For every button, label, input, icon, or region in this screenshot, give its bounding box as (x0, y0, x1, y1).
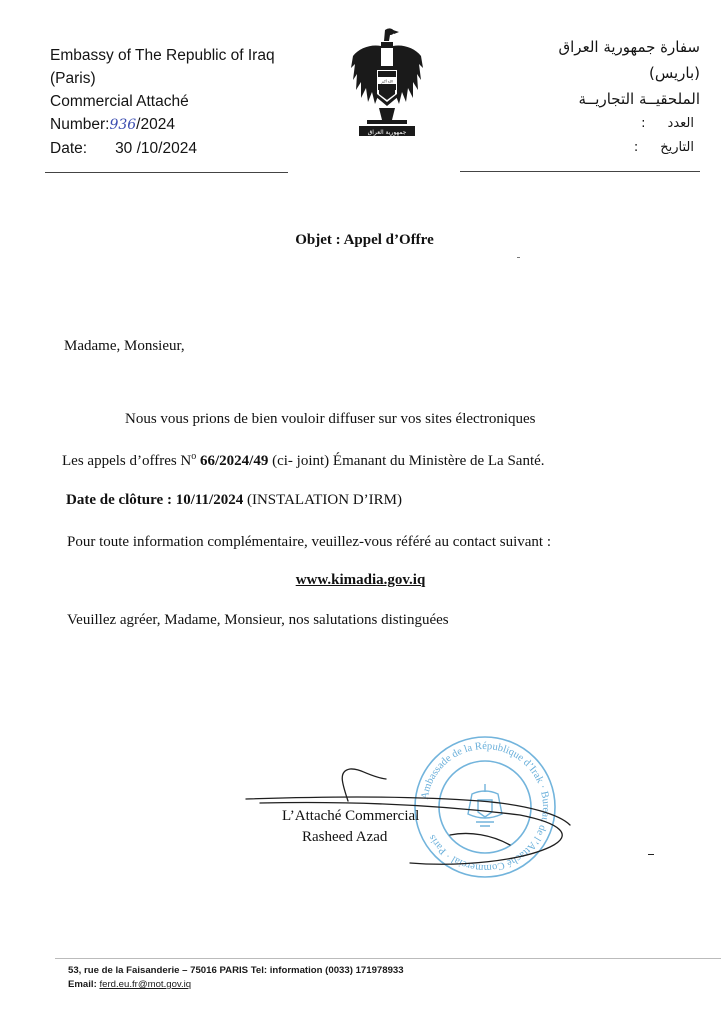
footer (68, 964, 404, 992)
stamp-ring-text: Ambassade de la République d’Irak · Bureau de l’Attaché Commercial · Paris (419, 740, 552, 874)
stray-mark (648, 854, 654, 855)
number-label: Number: (50, 116, 110, 133)
number-colon-ar: : (641, 116, 646, 131)
date-colon-ar: : (633, 140, 639, 155)
number-field-ar (430, 112, 700, 136)
tender-source: (ci- joint) Émanant du Ministère de La Santé. (268, 453, 545, 469)
website-link[interactable]: www.kimadia.gov.iq (295, 572, 426, 588)
embassy-name-ar: سفارة جمهورية العراق (558, 38, 700, 56)
signatory-title: L’Attaché Commercial (282, 808, 420, 824)
date-value: 30 /10/2024 (115, 140, 197, 157)
signatory-name: Rasheed Azad (302, 829, 388, 845)
eagle-emblem-icon (345, 24, 429, 142)
handwritten-number: 936 (109, 117, 137, 133)
embassy-name-en: Embassy of The Republic of Iraq (50, 47, 275, 64)
tender-number: 66/2024/49 (200, 453, 269, 469)
reference-number (50, 113, 330, 137)
email-link[interactable]: ferd.eu.fr@mot.gov.iq (99, 979, 192, 990)
footer-address: 53, rue de la Faisanderie – 75016 PARIS Tel: information (0033) 171978933 (68, 965, 404, 976)
number-year: /2024 (136, 116, 175, 133)
date-label: Date: (50, 140, 88, 157)
emblem-inscription: جمهورية العراق (367, 129, 407, 136)
header-rule-left (45, 172, 288, 173)
letter-subject: Objet : Appel d’Offre (295, 232, 434, 248)
header-english (50, 44, 330, 160)
footer-rule (55, 958, 721, 959)
number-label-ar: العدد (667, 116, 694, 131)
date-field-ar (430, 136, 700, 160)
closing-date: Date de clôture : 10/11/2024 (66, 492, 244, 508)
body-line-3 (66, 492, 402, 509)
body-line-2 (62, 451, 545, 470)
tender-degree: o (191, 451, 197, 462)
salutation: Madame, Monsieur, (64, 338, 185, 354)
email-label: Email: (68, 979, 100, 990)
header-rule-right (460, 171, 700, 172)
office-ar: الملحقيــة التجاريــة (578, 90, 700, 108)
body-line-1: Nous vous prions de bien vouloir diffuser sur vos sites électroniques (125, 411, 536, 427)
date-label-ar: التاريخ (660, 140, 694, 155)
city-ar: (باريس) (649, 64, 700, 82)
footer-email-line (68, 978, 404, 992)
tender-subject: (INSTALATION D’IRM) (243, 492, 402, 508)
body-line-4: Pour toute information complémentaire, veuillez-vous référé au contact suivant : (67, 534, 551, 550)
closing-line: Veuillez agréer, Madame, Monsieur, nos salutations distinguées (67, 612, 449, 628)
speck (517, 257, 520, 258)
tender-intro: Les appels d’offres N (62, 453, 192, 469)
header-arabic (430, 34, 700, 160)
office-en: Commercial Attaché (50, 93, 189, 110)
letter-date (50, 137, 330, 160)
svg-text:الله أكبر: الله أكبر (381, 79, 393, 84)
city-en: (Paris) (50, 70, 96, 87)
